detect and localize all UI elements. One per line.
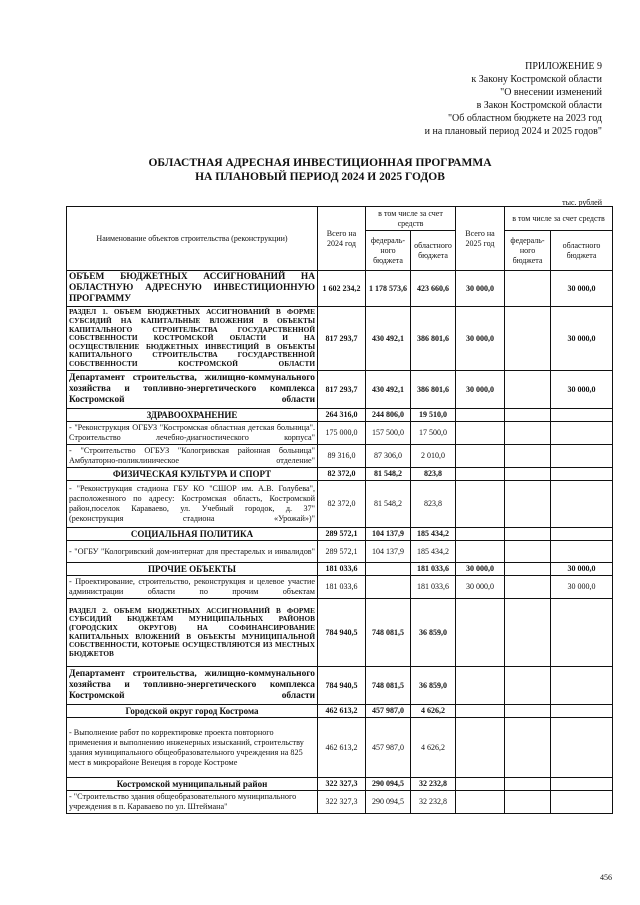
document-title xyxy=(0,156,640,184)
cell-f25 xyxy=(505,468,551,481)
row-name: ПРОЧИЕ ОБЪЕКТЫ xyxy=(67,563,318,576)
table-row xyxy=(67,791,613,814)
cell-t25: 30 000,0 xyxy=(456,563,505,576)
page-number: 456 xyxy=(600,873,612,882)
row-name: - "Строительство ОГБУЗ "Кологривская районная больница" Амбулаторно-поликлиническое отделение" xyxy=(67,445,318,468)
cell-r24: 386 801,6 xyxy=(411,307,456,371)
header-regional-2024: областного бюджета xyxy=(411,231,456,271)
cell-t25 xyxy=(456,599,505,667)
cell-r24: 185 434,2 xyxy=(411,541,456,563)
appendix-line: "Об областном бюджете на 2023 год xyxy=(447,113,602,124)
cell-r24: 185 434,2 xyxy=(411,528,456,541)
cell-r25: 30 000,0 xyxy=(551,271,613,307)
row-name: - "Реконструкция стадиона ГБУ КО "СШОР им. А.В. Голубева", расположенного по адресу: Костромская область, Костромской район,поселок Караваево, ул. Учебный городок, д. 37" (реконструкция стадиона «Урожай»)" xyxy=(67,481,318,528)
cell-f24: 430 492,1 xyxy=(366,371,411,409)
cell-r25 xyxy=(551,705,613,718)
title-line-2: НА ПЛАНОВЫЙ ПЕРИОД 2024 И 2025 ГОДОВ xyxy=(195,171,445,183)
cell-t24: 322 327,3 xyxy=(318,778,366,791)
cell-t25: 30 000,0 xyxy=(456,576,505,599)
cell-f25 xyxy=(505,791,551,814)
cell-f25 xyxy=(505,718,551,778)
row-name: РАЗДЕЛ 1. ОБЪЕМ БЮДЖЕТНЫХ АССИГНОВАНИЙ В ФОРМЕ СУБСИДИЙ НА КАПИТАЛЬНЫЕ ВЛОЖЕНИЯ В ОБЪЕКТЫ КАПИТАЛЬНОГО СТРОИТЕЛЬСТВА ГОСУДАРСТВЕННОЙ СОБСТВЕННОСТИ КОСТРОМСКОЙ ОБЛАСТИ И НА ОСУЩЕСТВЛЕНИЕ БЮДЖЕТНЫХ ИНВЕСТИЦИЙ В ОБЪЕКТЫ КАПИТАЛЬНОГО СТРОИТЕЛЬСТВА ГОСУДАРСТВЕННОЙ СОБСТВЕННОСТИ КОСТРОМСКОЙ ОБЛАСТИ xyxy=(67,307,318,371)
cell-f25 xyxy=(505,667,551,705)
cell-t24: 264 316,0 xyxy=(318,409,366,422)
cell-f25 xyxy=(505,371,551,409)
table-row xyxy=(67,445,613,468)
cell-r25: 30 000,0 xyxy=(551,576,613,599)
cell-t24: 1 602 234,2 xyxy=(318,271,366,307)
cell-r24: 36 859,0 xyxy=(411,667,456,705)
cell-r24: 386 801,6 xyxy=(411,371,456,409)
cell-r24: 32 232,8 xyxy=(411,791,456,814)
cell-r25 xyxy=(551,778,613,791)
row-name: СОЦИАЛЬНАЯ ПОЛИТИКА xyxy=(67,528,318,541)
appendix-header xyxy=(425,60,602,138)
appendix-line: в Закон Костромской области xyxy=(476,100,602,111)
row-name: - "Строительство здания общеобразовательного муниципального учреждения в п. Караваево по ул. Штеймана" xyxy=(67,791,318,814)
cell-r24: 36 859,0 xyxy=(411,599,456,667)
appendix-line: и на плановый период 2024 и 2025 годов" xyxy=(424,126,602,137)
cell-r25 xyxy=(551,481,613,528)
cell-t24: 817 293,7 xyxy=(318,307,366,371)
cell-f25 xyxy=(505,705,551,718)
cell-r25: 30 000,0 xyxy=(551,307,613,371)
cell-f24: 104 137,9 xyxy=(366,541,411,563)
appendix-line: "О внесении изменений xyxy=(500,87,602,98)
table-header xyxy=(67,207,613,271)
cell-f24: 104 137,9 xyxy=(366,528,411,541)
cell-f24 xyxy=(366,576,411,599)
cell-t24: 175 000,0 xyxy=(318,422,366,445)
header-federal-2024: федераль-ного бюджета xyxy=(366,231,411,271)
cell-r24: 4 626,2 xyxy=(411,718,456,778)
table-row xyxy=(67,563,613,576)
cell-t25 xyxy=(456,718,505,778)
units-label: тыс. рублей xyxy=(562,198,602,207)
investment-table xyxy=(66,206,613,814)
cell-r25 xyxy=(551,599,613,667)
cell-f24: 748 081,5 xyxy=(366,667,411,705)
cell-t24: 784 940,5 xyxy=(318,667,366,705)
table-row xyxy=(67,468,613,481)
header-name: Наименование объектов строительства (реконструкции) xyxy=(67,207,318,271)
cell-t24: 817 293,7 xyxy=(318,371,366,409)
cell-r24: 823,8 xyxy=(411,481,456,528)
cell-t25 xyxy=(456,468,505,481)
cell-r24: 181 033,6 xyxy=(411,576,456,599)
cell-t24: 181 033,6 xyxy=(318,563,366,576)
cell-f24: 1 178 573,6 xyxy=(366,271,411,307)
cell-f25 xyxy=(505,528,551,541)
cell-r25 xyxy=(551,445,613,468)
cell-t25: 30 000,0 xyxy=(456,371,505,409)
cell-t25: 30 000,0 xyxy=(456,307,505,371)
cell-t25 xyxy=(456,481,505,528)
cell-f24: 87 306,0 xyxy=(366,445,411,468)
table-row xyxy=(67,599,613,667)
cell-r25 xyxy=(551,541,613,563)
table-row xyxy=(67,718,613,778)
title-line-1: ОБЛАСТНАЯ АДРЕСНАЯ ИНВЕСТИЦИОННАЯ ПРОГРАММА xyxy=(148,157,492,169)
cell-r25 xyxy=(551,468,613,481)
cell-t25 xyxy=(456,791,505,814)
cell-r25: 30 000,0 xyxy=(551,563,613,576)
cell-t24: 181 033,6 xyxy=(318,576,366,599)
appendix-line: ПРИЛОЖЕНИЕ 9 xyxy=(525,61,602,72)
cell-t24: 289 572,1 xyxy=(318,541,366,563)
header-incl-2024: в том числе за счет средств xyxy=(366,207,456,231)
cell-r24: 19 510,0 xyxy=(411,409,456,422)
cell-t24: 784 940,5 xyxy=(318,599,366,667)
header-federal-2025: федераль-ного бюджета xyxy=(505,231,551,271)
row-name: ОБЪЕМ БЮДЖЕТНЫХ АССИГНОВАНИЙ НА ОБЛАСТНУЮ АДРЕСНУЮ ИНВЕСТИЦИОННУЮ ПРОГРАММУ xyxy=(67,271,318,307)
cell-f24: 290 094,5 xyxy=(366,791,411,814)
cell-r25 xyxy=(551,667,613,705)
row-name: - "ОГБУ "Кологривский дом-интернат для престарелых и инвалидов" xyxy=(67,541,318,563)
header-total-2025: Всего на 2025 год xyxy=(456,207,505,271)
cell-r24: 17 500,0 xyxy=(411,422,456,445)
cell-f25 xyxy=(505,778,551,791)
cell-r25 xyxy=(551,791,613,814)
table-row xyxy=(67,481,613,528)
cell-r25 xyxy=(551,409,613,422)
cell-t25 xyxy=(456,528,505,541)
cell-f25 xyxy=(505,481,551,528)
cell-f25 xyxy=(505,599,551,667)
row-name: ЗДРАВООХРАНЕНИЕ xyxy=(67,409,318,422)
cell-f25 xyxy=(505,445,551,468)
table-row xyxy=(67,371,613,409)
cell-t25 xyxy=(456,409,505,422)
row-name: Костромской муниципальный район xyxy=(67,778,318,791)
appendix-line: к Закону Костромской области xyxy=(471,74,602,85)
cell-f24: 157 500,0 xyxy=(366,422,411,445)
cell-f24: 81 548,2 xyxy=(366,481,411,528)
cell-r24: 32 232,8 xyxy=(411,778,456,791)
cell-t25 xyxy=(456,445,505,468)
cell-t25 xyxy=(456,705,505,718)
row-name: ФИЗИЧЕСКАЯ КУЛЬТУРА И СПОРТ xyxy=(67,468,318,481)
cell-f25 xyxy=(505,271,551,307)
cell-f25 xyxy=(505,307,551,371)
cell-t25 xyxy=(456,667,505,705)
cell-r25 xyxy=(551,528,613,541)
cell-f24: 457 987,0 xyxy=(366,718,411,778)
cell-r24: 4 626,2 xyxy=(411,705,456,718)
table-body xyxy=(67,271,613,814)
cell-f24: 81 548,2 xyxy=(366,468,411,481)
cell-f24: 244 806,0 xyxy=(366,409,411,422)
cell-f24: 748 081,5 xyxy=(366,599,411,667)
cell-f24: 457 987,0 xyxy=(366,705,411,718)
cell-t24: 82 372,0 xyxy=(318,481,366,528)
cell-t24: 89 316,0 xyxy=(318,445,366,468)
cell-f24 xyxy=(366,563,411,576)
row-name: Департамент строительства, жилищно-коммунального хозяйства и топливно-энергетического комплекса Костромской области xyxy=(67,371,318,409)
cell-f25 xyxy=(505,541,551,563)
cell-t24: 462 613,2 xyxy=(318,718,366,778)
cell-r24: 181 033,6 xyxy=(411,563,456,576)
cell-t24: 289 572,1 xyxy=(318,528,366,541)
cell-f25 xyxy=(505,422,551,445)
cell-t25 xyxy=(456,778,505,791)
table-row xyxy=(67,667,613,705)
header-regional-2025: областного бюджета xyxy=(551,231,613,271)
cell-t24: 462 613,2 xyxy=(318,705,366,718)
row-name: - Выполнение работ по корректировке проекта повторного применения и выполнению инженерных изысканий, строительству здания муниципального общеобразовательного учреждения на 825 мест в микрорайоне Венеция в городе Костроме xyxy=(67,718,318,778)
row-name: - "Реконструкция ОГБУЗ "Костромская областная детская больница". Строительство лечебно-диагностического корпуса" xyxy=(67,422,318,445)
cell-f24: 290 094,5 xyxy=(366,778,411,791)
row-name: Городской округ город Кострома xyxy=(67,705,318,718)
table-row xyxy=(67,528,613,541)
cell-t24: 322 327,3 xyxy=(318,791,366,814)
header-incl-2025: в том числе за счет средств xyxy=(505,207,613,231)
row-name: - Проектирование, строительство, реконструкция и целевое участие администрации области по прочим объектам xyxy=(67,576,318,599)
row-name: Департамент строительства, жилищно-коммунального хозяйства и топливно-энергетического комплекса Костромской области xyxy=(67,667,318,705)
cell-t25 xyxy=(456,422,505,445)
row-name: РАЗДЕЛ 2. ОБЪЕМ БЮДЖЕТНЫХ АССИГНОВАНИЙ В ФОРМЕ СУБСИДИЙ БЮДЖЕТАМ МУНИЦИПАЛЬНЫХ РАЙОНОВ (ГОРОДСКИХ ОКРУГОВ) НА СОФИНАНСИРОВАНИЕ КАПИТАЛЬНЫХ ВЛОЖЕНИЙ В ОБЪЕКТЫ МУНИЦИПАЛЬНОЙ СОБСТВЕННОСТИ, КОТОРЫЕ ОСУЩЕСТВЛЯЮТСЯ ИЗ МЕСТНЫХ БЮДЖЕТОВ xyxy=(67,599,318,667)
table-row xyxy=(67,422,613,445)
table-row xyxy=(67,576,613,599)
cell-r24: 823,8 xyxy=(411,468,456,481)
cell-f25 xyxy=(505,576,551,599)
table-row xyxy=(67,271,613,307)
table-row xyxy=(67,541,613,563)
cell-r24: 423 660,6 xyxy=(411,271,456,307)
cell-t25: 30 000,0 xyxy=(456,271,505,307)
cell-f25 xyxy=(505,563,551,576)
cell-f25 xyxy=(505,409,551,422)
header-total-2024: Всего на 2024 год xyxy=(318,207,366,271)
cell-r25: 30 000,0 xyxy=(551,371,613,409)
table-row xyxy=(67,409,613,422)
cell-r25 xyxy=(551,422,613,445)
cell-f24: 430 492,1 xyxy=(366,307,411,371)
table-row xyxy=(67,307,613,371)
cell-t25 xyxy=(456,541,505,563)
table-row xyxy=(67,778,613,791)
cell-r25 xyxy=(551,718,613,778)
cell-t24: 82 372,0 xyxy=(318,468,366,481)
cell-r24: 2 010,0 xyxy=(411,445,456,468)
table-row xyxy=(67,705,613,718)
